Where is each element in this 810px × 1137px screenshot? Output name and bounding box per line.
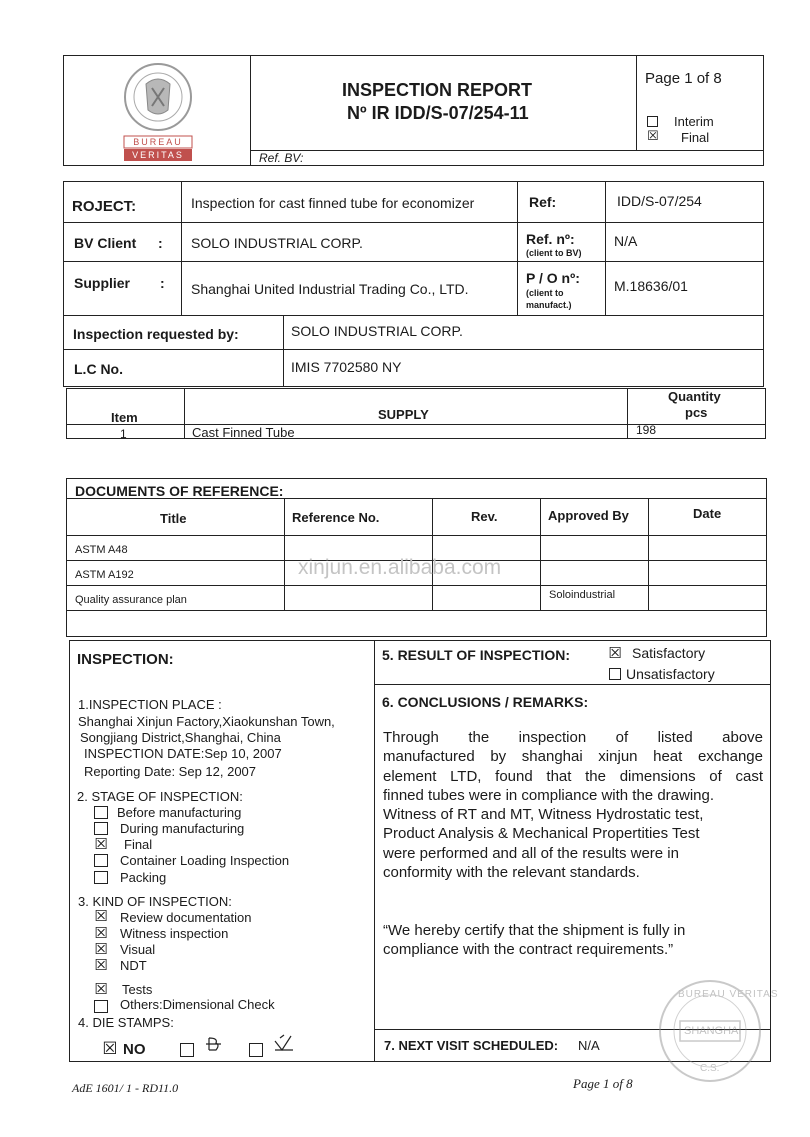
stage-label: Packing <box>120 870 167 885</box>
doc-row-title: Quality assurance plan <box>75 594 187 606</box>
conclusion-line: were performed and all of the results were in <box>383 844 679 862</box>
report-number: Nº IR IDD/S-07/254-11 <box>347 103 529 123</box>
stamp-no-label: NO <box>123 1041 146 1058</box>
doc-header-rev: Rev. <box>471 509 498 524</box>
kind-checkbox[interactable]: ☒ <box>94 980 108 998</box>
col-divider <box>540 498 541 610</box>
row-divider <box>66 535 767 536</box>
stage-label: During manufacturing <box>120 821 245 836</box>
result-title: 5. RESULT OF INSPECTION: <box>382 647 570 663</box>
stage-checkbox[interactable] <box>94 806 108 819</box>
quantity-unit-header: pcs <box>685 405 708 420</box>
stage-checkbox[interactable] <box>94 854 108 867</box>
header-divider <box>250 150 764 151</box>
inspection-date: INSPECTION DATE:Sep 10, 2007 <box>84 746 282 761</box>
col-divider <box>284 498 285 610</box>
conclusion-line: finned tubes were in compliance with the drawing. <box>383 786 715 804</box>
ref-value: IDD/S-07/254 <box>617 193 702 209</box>
doc-header-reference: Reference No. <box>292 510 380 525</box>
kind-checkbox[interactable]: ☒ <box>94 924 108 942</box>
requested-value: SOLO INDUSTRIAL CORP. <box>291 323 463 339</box>
col-divider <box>283 315 284 387</box>
lc-label: L.C No. <box>74 361 123 377</box>
col-divider <box>181 181 182 315</box>
conclusion-line: element LTD, found that the dimensions of cast <box>383 767 763 785</box>
client-value: SOLO INDUSTRIAL CORP. <box>191 235 363 251</box>
row-divider <box>374 684 771 685</box>
documents-title: DOCUMENTS OF REFERENCE: <box>75 483 284 499</box>
col-divider <box>432 498 433 610</box>
row-divider <box>63 222 764 223</box>
next-visit-label: 7. NEXT VISIT SCHEDULED: <box>384 1038 559 1053</box>
certify-line: compliance with the contract requirements.” <box>383 941 674 958</box>
doc-row-title: ASTM A48 <box>75 544 128 556</box>
stage-label: Before manufacturing <box>117 805 242 820</box>
supplier-colon: : <box>160 275 165 291</box>
stage-checkbox[interactable] <box>94 822 108 835</box>
row-divider <box>66 610 767 611</box>
requested-label: Inspection requested by: <box>73 326 239 342</box>
po-sub1: (client to <box>526 288 564 298</box>
doc-header-title: Title <box>160 511 187 526</box>
inspection-place-line: Shanghai Xinjun Factory,Xiaokunshan Town, <box>78 714 335 729</box>
reporting-date: Reporting Date: Sep 12, 2007 <box>84 764 257 779</box>
col-divider <box>605 181 606 315</box>
interim-label: Interim <box>674 114 714 129</box>
interim-checkbox[interactable] <box>647 116 658 127</box>
stamp-no-checkbox[interactable]: ☒ <box>102 1039 118 1059</box>
client-colon: : <box>158 235 163 251</box>
kind-checkbox[interactable]: ☒ <box>94 956 108 974</box>
kind-label: Visual <box>120 942 156 957</box>
col-divider <box>184 388 185 439</box>
kind-label: Tests <box>122 982 153 997</box>
kind-checkbox[interactable]: ☒ <box>94 907 108 925</box>
unsatisfactory-checkbox[interactable] <box>609 668 621 680</box>
report-title: INSPECTION REPORT <box>342 80 533 100</box>
col-divider <box>648 498 649 610</box>
inspection-place-line: Songjiang District,Shanghai, China <box>80 730 281 745</box>
row-divider <box>66 585 767 586</box>
final-label: Final <box>681 130 710 145</box>
row-divider <box>63 349 764 350</box>
doc-row-approved: Soloindustrial <box>549 589 616 601</box>
conclusion-line: Product Analysis & Mechanical Propertities Test <box>383 825 700 843</box>
logo-text-bureau: BUREAU <box>133 137 183 147</box>
ref-label: Ref: <box>529 194 557 210</box>
lc-value: IMIS 7702580 NY <box>291 359 402 375</box>
doc-row-title: ASTM A192 <box>75 569 134 581</box>
stamp-bottom-text: C.S. <box>700 1063 720 1074</box>
project-value: Inspection for cast finned tube for economizer <box>191 195 475 211</box>
conclusions-text <box>383 728 763 882</box>
row-divider <box>63 261 764 262</box>
unsatisfactory-label: Unsatisfactory <box>626 666 715 682</box>
refno-value: N/A <box>614 233 638 249</box>
stamp-ring-text: BUREAU VERITAS <box>678 989 779 1000</box>
refno-sub: (client to BV) <box>526 248 582 258</box>
supply-row-quantity: 198 <box>636 423 657 437</box>
stamp-b-icon <box>205 1035 223 1058</box>
supplier-label: Supplier <box>74 275 131 291</box>
row-divider <box>66 424 766 425</box>
kind-label: Others:Dimensional Check <box>120 997 275 1012</box>
footer-form-code: AdE 1601/ 1 - RD11.0 <box>72 1081 179 1095</box>
bureau-veritas-logo <box>112 60 204 164</box>
refno-label: Ref. nº: <box>526 231 575 247</box>
col-divider <box>627 388 628 439</box>
stage-title: 2. STAGE OF INSPECTION: <box>77 789 243 804</box>
stamp-option-checkbox[interactable] <box>180 1043 194 1057</box>
next-visit-value: N/A <box>578 1038 600 1053</box>
stage-checkbox[interactable]: ☒ <box>94 835 108 853</box>
footer-page: Page 1 of 8 <box>573 1076 633 1091</box>
logo-text-veritas: VERITAS <box>132 150 184 160</box>
page-indicator: Page 1 of 8 <box>645 70 722 87</box>
po-label: P / O nº: <box>526 270 580 286</box>
po-sub2: manufact.) <box>526 300 572 310</box>
satisfactory-label: Satisfactory <box>632 645 706 661</box>
row-divider <box>63 315 764 316</box>
kind-checkbox[interactable]: ☒ <box>94 940 108 958</box>
quantity-header: Quantity <box>668 389 721 404</box>
inspection-place-title: 1.INSPECTION PLACE : <box>78 697 222 712</box>
certify-line: “We hereby certify that the shipment is fully in <box>383 922 686 939</box>
kind-label: NDT <box>120 958 147 973</box>
header-divider <box>636 55 637 151</box>
stage-label: Final <box>124 837 153 852</box>
conclusion-line: Through the inspection of listed above <box>383 729 763 746</box>
kind-label: Review documentation <box>120 910 252 925</box>
conclusions-title: 6. CONCLUSIONS / REMARKS: <box>382 694 589 710</box>
col-divider <box>517 181 518 315</box>
watermark: xinjun.en.alibaba.com <box>298 556 502 579</box>
ref-bv-label: Ref. BV: <box>259 151 304 165</box>
kind-checkbox[interactable] <box>94 1000 108 1013</box>
satisfactory-checkbox[interactable]: ☒ <box>608 644 622 662</box>
die-stamps-title: 4. DIE STAMPS: <box>78 1015 174 1030</box>
conclusion-line: manufactured by shanghai xinjun heat exchange <box>383 748 763 766</box>
kind-title: 3. KIND OF INSPECTION: <box>78 894 232 909</box>
kind-label: Witness inspection <box>120 926 229 941</box>
doc-header-approved: Approved By <box>548 508 629 523</box>
supply-header: SUPPLY <box>378 407 429 422</box>
bureau-veritas-stamp <box>648 975 779 1087</box>
conclusion-line: Witness of RT and MT, Witness Hydrostatic test, <box>383 806 704 824</box>
stage-label: Container Loading Inspection <box>120 853 290 868</box>
stamp-v-icon <box>273 1033 295 1058</box>
doc-header-date: Date <box>693 506 722 521</box>
stage-checkbox[interactable] <box>94 871 108 884</box>
final-checkbox[interactable]: ☒ <box>647 129 659 144</box>
supply-item-header: Item <box>111 410 138 425</box>
stamp-center-text: SHANGHAI <box>684 1025 742 1037</box>
stamp-option-checkbox[interactable] <box>249 1043 263 1057</box>
conclusion-line: conformity with the relevant standards. <box>383 864 640 882</box>
supplier-value: Shanghai United Industrial Trading Co., LTD. <box>191 281 469 297</box>
inspection-title: INSPECTION: <box>77 651 174 668</box>
po-value: M.18636/01 <box>614 278 688 294</box>
project-label: ROJECT: <box>72 198 137 215</box>
col-divider <box>374 640 375 1062</box>
supply-row-item: 1 <box>120 427 127 441</box>
client-label: BV Client <box>74 235 137 251</box>
supply-row-description: Cast Finned Tube <box>192 425 295 440</box>
